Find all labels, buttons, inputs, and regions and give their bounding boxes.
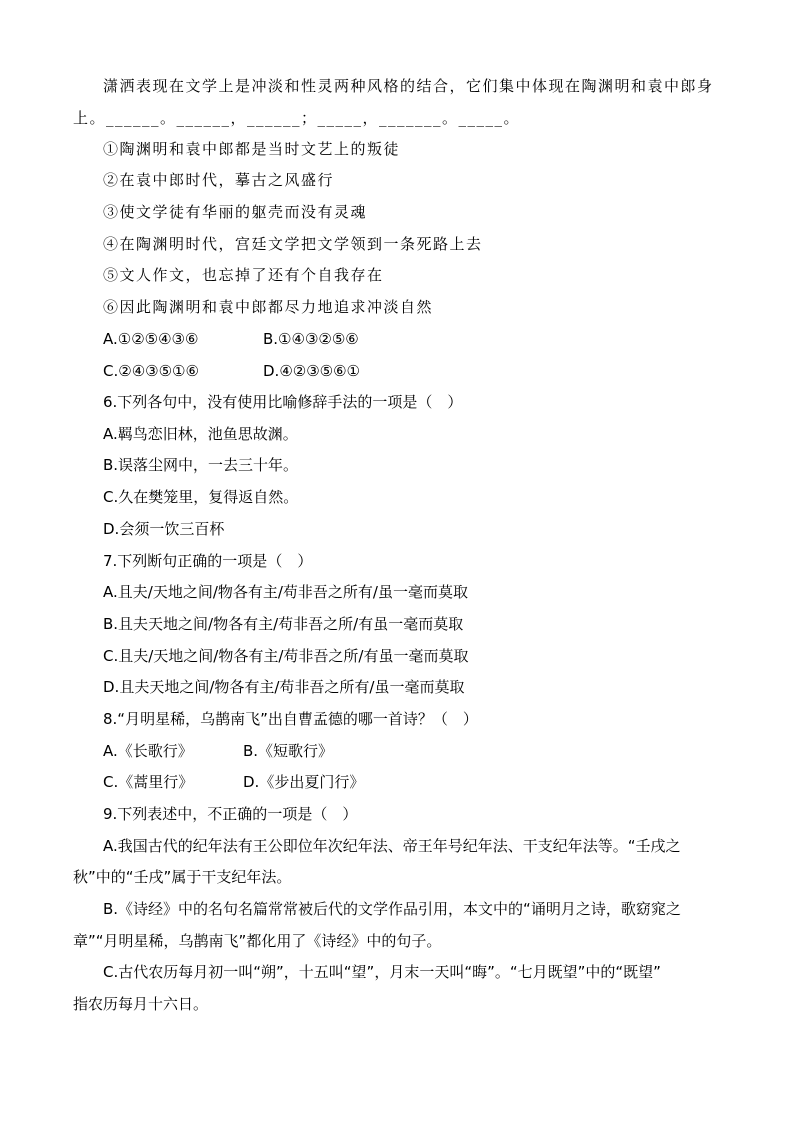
passage-option-c: C.②④③⑤①⑥ (103, 362, 199, 380)
passage-options-row-1 (103, 329, 359, 349)
question-8-option-b: B.《短歌行》 (243, 742, 334, 760)
passage-option-a: A.①②⑤④③⑥ (103, 330, 199, 348)
question-7-option-c: C.且夫/天地之间/物各有主/苟非吾之所/有虽一毫而莫取 (103, 647, 469, 665)
question-9-option-c-line-1: C.古代农历每月初一叫“朔”，十五叫“望”，月末一天叫“晦”。“七月既望”中的“既望” (103, 963, 661, 981)
question-8-options-row-1 (103, 741, 333, 761)
question-7-option-d: D.且夫天地之间/物各有主/苟非吾之所有/虽一毫而莫取 (103, 678, 465, 696)
question-7-option-a: A.且夫/天地之间/物各有主/苟非吾之所有/虽一毫而莫取 (103, 583, 468, 601)
question-6-stem: 6.下列各句中，没有使用比喻修辞手法的一项是（ ） (103, 393, 463, 411)
passage-item-4: ④在陶渊明时代，宫廷文学把文学领到一条死路上去 (103, 235, 483, 253)
question-9-option-b-line-1: B.《诗经》中的名句名篇常常被后代的文学作品引用，本文中的“诵明月之诗，歌窈窕之 (103, 900, 681, 918)
question-6-option-c: C.久在樊笼里，复得返自然。 (103, 488, 299, 506)
question-8-stem: 8.“月明星稀，乌鹊南飞”出自曹孟德的哪一首诗？（ ） (103, 710, 478, 728)
question-6-option-d: D.会须一饮三百杯 (103, 520, 225, 538)
question-9-stem: 9.下列表述中，不正确的一项是（ ） (103, 805, 358, 823)
passage-item-2: ②在袁中郎时代，摹古之风盛行 (103, 171, 335, 189)
question-9-option-c-line-2: 指农历每月十六日。 (73, 995, 209, 1013)
passage-item-3: ③使文学徒有华丽的躯壳而没有灵魂 (103, 203, 368, 221)
passage-options-row-2 (103, 361, 360, 381)
question-9-option-b-line-2: 章”“月明星稀，乌鹊南飞”都化用了《诗经》中的句子。 (73, 932, 442, 950)
passage-line-1: 潇洒表现在文学上是冲淡和性灵两种风格的结合，它们集中体现在陶渊明和袁中郎身 (103, 77, 714, 95)
question-6-option-a: A.羁鸟恋旧林，池鱼思故渊。 (103, 425, 298, 443)
question-9-option-a-line-1: A.我国古代的纪年法有王公即位年次纪年法、帝王年号纪年法、干支纪年法等。“壬戌之 (103, 837, 681, 855)
question-8-option-d: D.《步出夏门行》 (243, 773, 365, 791)
passage-option-d: D.④②③⑤⑥① (263, 362, 361, 380)
passage-item-5: ⑤文人作文，也忘掉了还有个自我存在 (103, 266, 384, 284)
question-8-option-a: A.《长歌行》 (103, 742, 193, 760)
passage-item-6: ⑥因此陶渊明和袁中郎都尽力地追求冲淡自然 (103, 298, 434, 316)
passage-item-1: ①陶渊明和袁中郎都是当时文艺上的叛徒 (103, 140, 401, 158)
question-7-stem: 7.下列断句正确的一项是（ ） (103, 552, 313, 570)
question-7-option-b: B.且夫天地之间/物各有主/苟非吾之所/有虽一毫而莫取 (103, 615, 464, 633)
question-9-option-a-line-2: 秋”中的“壬戌”属于干支纪年法。 (73, 868, 292, 886)
question-8-options-row-2 (103, 772, 364, 792)
question-6-option-b: B.误落尘网中，一去三十年。 (103, 456, 299, 474)
passage-line-2-blanks: 上。______。______，______；_____，_______。_____。 (73, 109, 521, 127)
question-8-option-c: C.《蒿里行》 (103, 773, 194, 791)
passage-option-b: B.①④③②⑤⑥ (263, 330, 359, 348)
